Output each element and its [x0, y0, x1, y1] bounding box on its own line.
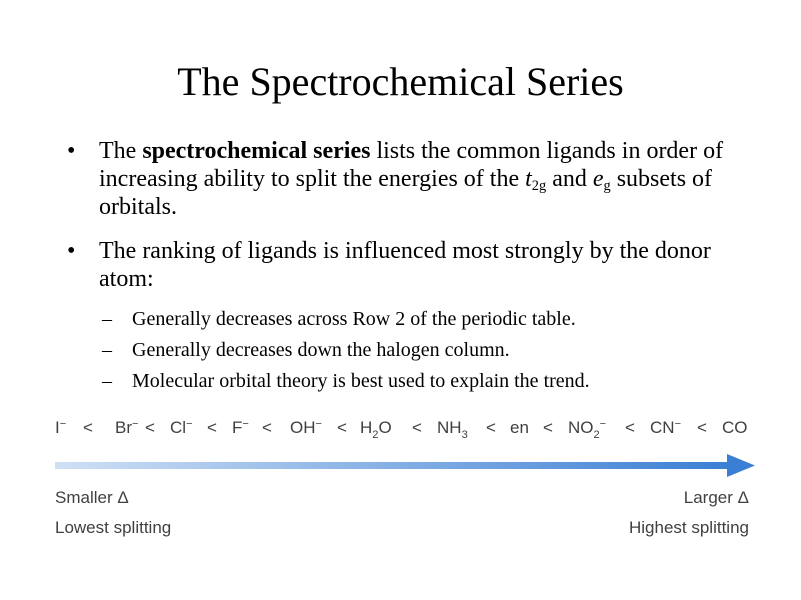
- bullet-donor-atom: [67, 237, 747, 297]
- increasing-splitting-arrow: [55, 452, 755, 480]
- ligand-charge: −: [59, 418, 67, 430]
- smaller-delta-label: Smaller Δ: [55, 488, 129, 507]
- ligand: [290, 418, 322, 438]
- sub-bullet-marker: –: [102, 308, 112, 330]
- bullet-spectrochemical-definition: [67, 137, 747, 227]
- ligand-formula: F: [232, 418, 243, 437]
- ligand: [722, 418, 748, 438]
- less-than-separator: <: [486, 418, 496, 437]
- ligand: [510, 418, 529, 438]
- less-than-separator: <: [543, 418, 553, 437]
- ligand-formula: Br: [115, 418, 132, 437]
- ligand-subscript: 2: [372, 429, 379, 441]
- ligand: [360, 418, 392, 441]
- less-than-separator: <: [83, 418, 93, 437]
- ligand-subscript: 2: [593, 429, 600, 441]
- ligand-formula: I: [55, 418, 60, 437]
- less-than-separator: <: [145, 418, 155, 437]
- ligand-formula: NO: [568, 418, 594, 437]
- ligand-formula: CO: [722, 418, 748, 437]
- ligand: [115, 418, 138, 438]
- ligand-charge: −: [186, 418, 193, 430]
- bullet-marker: •: [67, 238, 76, 264]
- ligand-formula-tail: O: [378, 418, 392, 437]
- ligand: [55, 418, 66, 438]
- bullet-text-end: subsets of orbitals.: [99, 166, 713, 220]
- ligand: [170, 418, 193, 438]
- bullet-text: [99, 137, 747, 221]
- bullet-marker: •: [67, 138, 76, 164]
- bullet-text-post: lists the common ligands in order of increasing ability to split the energies of the: [99, 138, 724, 192]
- less-than-separator: <: [412, 418, 422, 437]
- less-than-separator: <: [697, 418, 707, 437]
- ligand-formula: OH: [290, 418, 316, 437]
- bullet-text-pre: The: [99, 138, 143, 164]
- ligand: [568, 418, 607, 441]
- less-than-separator: <: [207, 418, 217, 437]
- sub-bullet-marker: –: [102, 370, 112, 392]
- ligand-formula: CN: [650, 418, 675, 437]
- ligand-charge: −: [242, 418, 249, 430]
- ligand: [437, 418, 468, 441]
- ligand-charge: −: [674, 418, 682, 430]
- ligand-series: [0, 418, 801, 448]
- sub-bullet-text: Molecular orbital theory is best used to explain the trend.: [132, 370, 590, 392]
- ligand-charge: −: [315, 418, 322, 430]
- bullet-text-mid: and: [546, 166, 593, 192]
- ligand-charge: −: [132, 418, 139, 430]
- orbital-t-subscript: 2g: [531, 178, 547, 194]
- ligand-formula: NH: [437, 418, 462, 437]
- sub-bullet-text: Generally decreases down the halogen column.: [132, 339, 510, 361]
- less-than-separator: <: [262, 418, 272, 437]
- slide-title: The Spectrochemical Series: [177, 59, 624, 104]
- ligand: [232, 418, 249, 438]
- ligand-formula: Cl: [170, 418, 187, 437]
- less-than-separator: <: [625, 418, 635, 437]
- orbital-t-symbol: t: [525, 166, 532, 192]
- ligand-formula: en: [510, 418, 529, 437]
- highest-splitting-label: Highest splitting: [628, 518, 749, 537]
- less-than-separator: <: [337, 418, 347, 437]
- bold-term: spectrochemical series: [142, 138, 371, 164]
- orbital-e-subscript: g: [603, 178, 611, 194]
- lowest-splitting-label: Lowest splitting: [55, 518, 172, 537]
- sub-bullet-marker: –: [102, 339, 112, 361]
- sub-bullet-text: Generally decreases across Row 2 of the periodic table.: [132, 308, 576, 330]
- orbital-e-symbol: e: [592, 166, 604, 192]
- bullet-text: The ranking of ligands is influenced most strongly by the donor atom:: [99, 238, 711, 292]
- ligand-subscript: 3: [461, 429, 468, 441]
- ligand-charge: −: [599, 418, 607, 430]
- ligand: [650, 418, 681, 438]
- larger-delta-label: Larger Δ: [683, 488, 749, 507]
- ligand-formula: H: [360, 418, 373, 437]
